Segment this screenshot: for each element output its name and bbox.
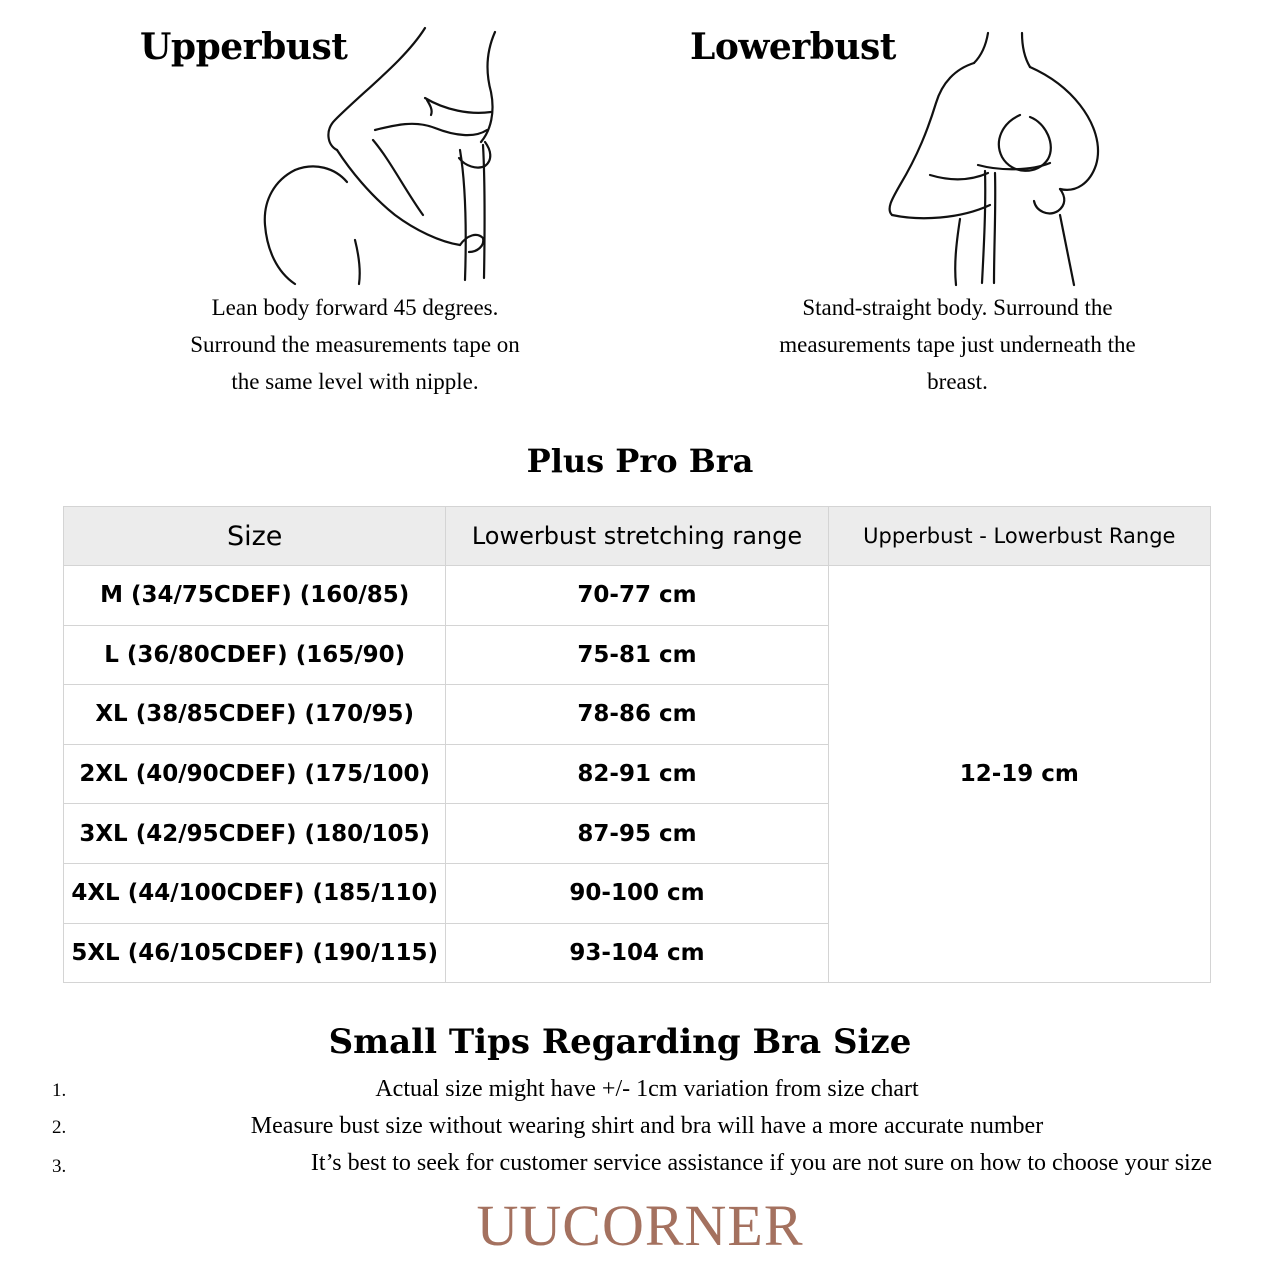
tip-text: Actual size might have +/- 1cm variation from size chart [375, 1076, 919, 1102]
size-cell: 3XL (42/95CDEF) (180/105) [64, 804, 446, 864]
column-header-range: Upperbust - Lowerbust Range [828, 507, 1210, 566]
table-row [64, 566, 1211, 626]
size-cell: 2XL (40/90CDEF) (175/100) [64, 744, 446, 804]
tip-item [52, 1148, 1212, 1185]
upperbust-title: Upperbust [140, 26, 348, 68]
brand-logo-text: UUCORNER [476, 1193, 804, 1258]
size-cell: M (34/75CDEF) (160/85) [64, 566, 446, 626]
lowerbust-title: Lowerbust [690, 26, 896, 68]
size-cell: XL (38/85CDEF) (170/95) [64, 685, 446, 745]
tip-text: Measure bust size without wearing shirt and bra will have a more accurate number [250, 1113, 1044, 1139]
table-header-row [64, 507, 1211, 566]
size-chart-table [63, 506, 1211, 983]
tip-item [52, 1074, 1212, 1111]
lowerbust-cell: 82-91 cm [446, 744, 828, 804]
tip-number: 2. [52, 1117, 67, 1138]
tips-title: Small Tips Regarding Bra Size [328, 1022, 912, 1062]
lowerbust-cell: 70-77 cm [446, 566, 828, 626]
lowerbust-cell: 78-86 cm [446, 685, 828, 745]
lowerbust-instructions [700, 289, 1215, 400]
lowerbust-cell: 90-100 cm [446, 863, 828, 923]
lowerbust-cell: 93-104 cm [446, 923, 828, 983]
upperbust-instruction-line: the same level with nipple. [231, 369, 479, 394]
tip-number: 1. [52, 1080, 67, 1101]
lowerbust-measuring-illustration [870, 25, 1110, 290]
lowerbust-cell: 75-81 cm [446, 625, 828, 685]
size-table-title: Plus Pro Bra [526, 442, 754, 480]
upperbust-instruction-line: Lean body forward 45 degrees. [211, 295, 499, 320]
lowerbust-instruction-line: breast. [927, 369, 988, 394]
column-header-size: Size [64, 507, 446, 566]
tip-text: It’s best to seek for customer service assistance if you are not sure on how to choose your size [310, 1150, 1212, 1176]
tip-item [52, 1111, 1212, 1148]
column-header-lowerbust: Lowerbust stretching range [446, 507, 828, 566]
size-cell: L (36/80CDEF) (165/90) [64, 625, 446, 685]
upperbust-instruction-line: Surround the measurements tape on [190, 332, 520, 357]
upperbust-measuring-illustration [255, 20, 515, 290]
lowerbust-cell: 87-95 cm [446, 804, 828, 864]
range-cell: 12-19 cm [828, 566, 1210, 983]
size-cell: 4XL (44/100CDEF) (185/110) [64, 863, 446, 923]
upperbust-instructions [110, 289, 600, 400]
lowerbust-instruction-line: Stand-straight body. Surround the [802, 295, 1113, 320]
tip-number: 3. [52, 1156, 67, 1177]
size-cell: 5XL (46/105CDEF) (190/115) [64, 923, 446, 983]
lowerbust-instruction-line: measurements tape just underneath the [779, 332, 1136, 357]
